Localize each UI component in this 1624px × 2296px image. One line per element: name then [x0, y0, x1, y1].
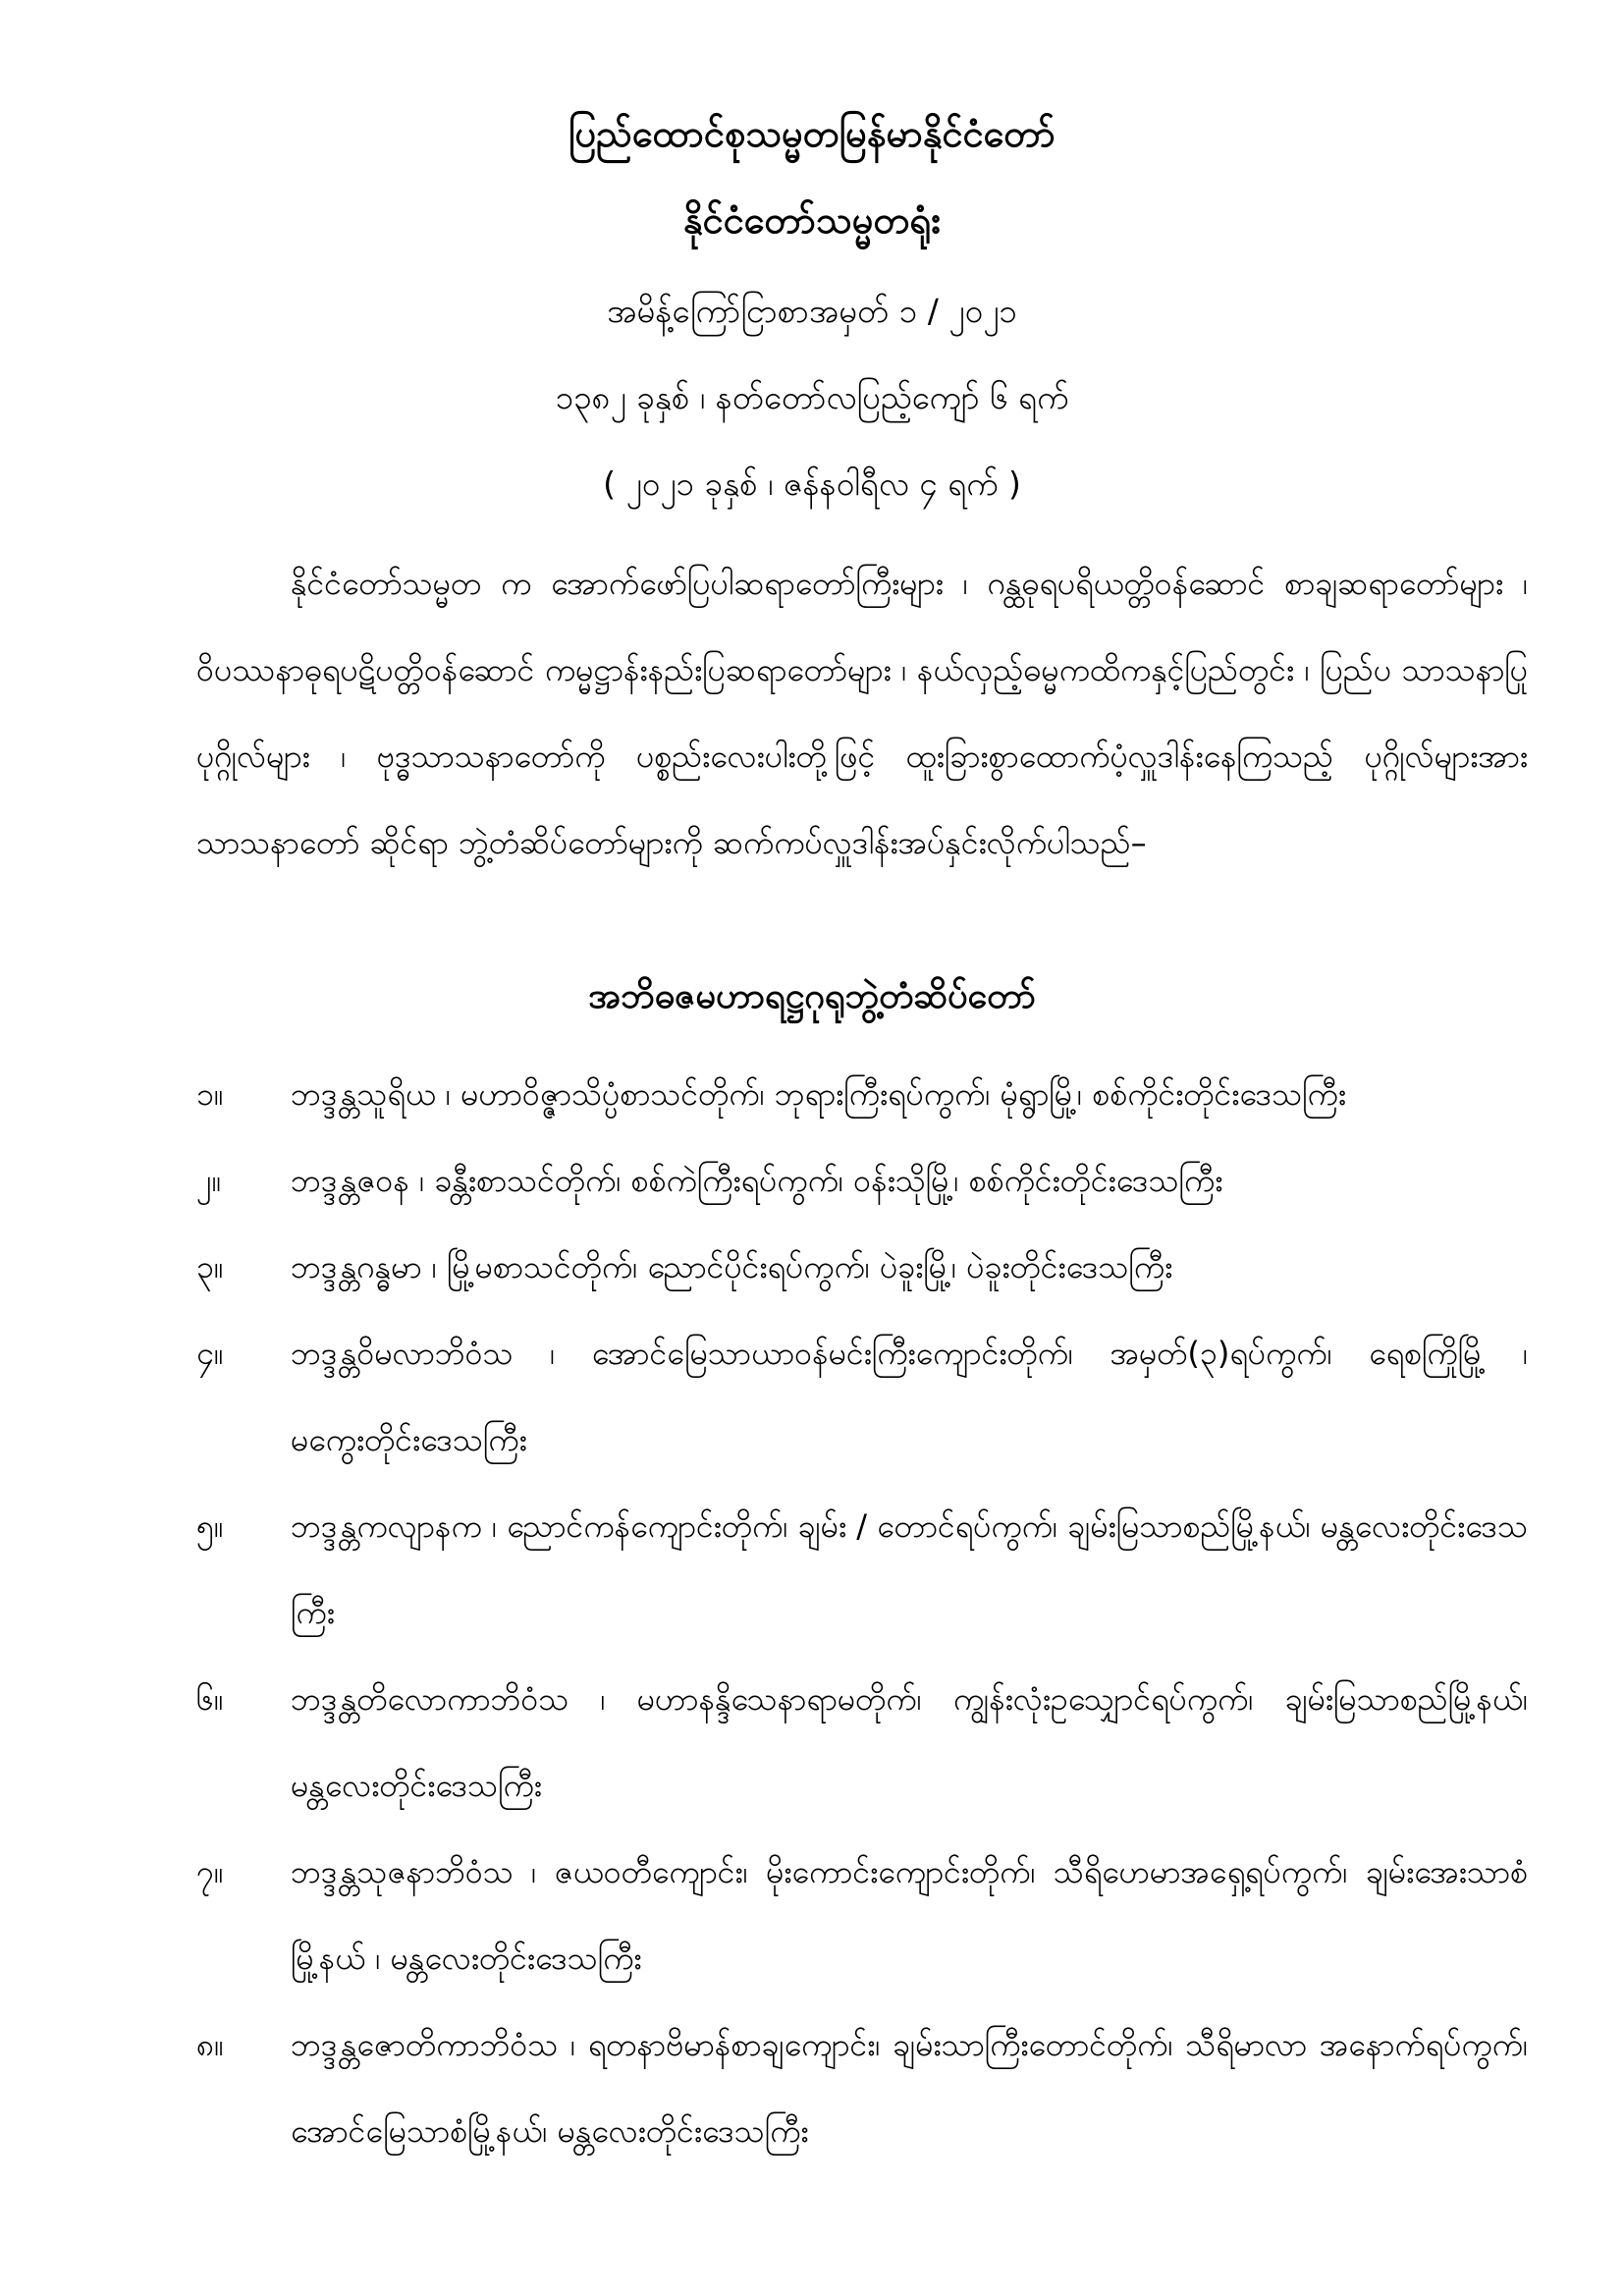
award-number: ၈။: [196, 2026, 224, 2063]
award-text: ဘဒ္ဒန္တဝိမလာဘိဝံသ ၊ အောင်မြေသာယာဝန်မင်းကြီးကျောင်းတိုက်၊ အမှတ်(၃)ရပ်ကွက်၊ ရေစကြိုမြို့ ၊ မကွေးတိုင်းဒေသကြီး: [291, 1335, 1528, 1458]
award-text: ဘဒ္ဒန္တသူရိယ ၊ မဟာဝိဇ္ဇာသိပ္ပံစာသင်တိုက်၊ ဘုရားကြီးရပ်ကွက်၊ မုံရွာမြို့၊ စစ်ကိုင်းတိုင်းဒေသကြီး: [291, 1075, 1346, 1113]
award-item: [196, 1224, 1528, 1310]
country-title: ပြည်ထောင်စုသမ္မတမြန်မာနိုင်ငံတော်: [568, 112, 1056, 155]
award-list: [196, 1051, 1528, 2174]
award-number: ၃။: [196, 1248, 224, 1285]
award-text: ဘဒ္ဒန္တဇဝန ၊ ခန္တီးစာသင်တိုက်၊ စစ်ကဲကြီးရပ်ကွက်၊ ဝန်းသိုမြို့၊ စစ်ကိုင်းတိုင်းဒေသကြီး: [291, 1162, 1223, 1199]
award-number: ၂။: [196, 1162, 222, 1199]
section-title: အဘိဓဇမဟာရဋ္ဌဂုရုဘွဲ့တံဆိပ်တော်: [588, 976, 1036, 1016]
award-text: ဘဒ္ဒန္တကလျာနက ၊ ညောင်ကန်ကျောင်းတိုက်၊ ချမ်း / တောင်ရပ်ကွက်၊ ချမ်းမြသာစည်မြို့နယ်၊ မန္တလေးတိုင်းဒေသကြီး: [291, 1507, 1528, 1631]
award-item: [196, 1483, 1528, 1656]
award-number: ၁။: [196, 1075, 224, 1113]
award-number: ၅။: [196, 1507, 224, 1545]
award-item: [196, 2001, 1528, 2174]
award-text: ဘဒ္ဒန္တဂန္ဓမာ ၊ မြို့မစာသင်တိုက်၊ ညောင်ပိုင်းရပ်ကွက်၊ ပဲခူးမြို့၊ ပဲခူးတိုင်းဒေသကြီး: [291, 1248, 1173, 1285]
award-item: [196, 1310, 1528, 1483]
award-item: [196, 1829, 1528, 2001]
office-title: နိုင်ငံတော်သမ္မတရုံး: [683, 198, 941, 242]
award-text: ဘဒ္ဒန္တသုဇနာဘိဝံသ ၊ ဇယဝတီကျောင်း၊ မိုးကောင်းကျောင်းတိုက်၊ သီရိဟေမာအရှေ့ရပ်ကွက်၊ ချမ်းအေးသာစံမြို့နယ် ၊ မန္တလေးတိုင်းဒေသကြီး: [291, 1853, 1528, 1977]
award-number: ၆။: [196, 1680, 224, 1718]
notification-number: အမိန့်ကြော်ငြာစာအမှတ် ၁ / ၂၀၂၁: [607, 292, 1017, 330]
award-item: [196, 1656, 1528, 1829]
award-item: [196, 1051, 1528, 1137]
award-text: ဘဒ္ဒန္တဇောတိကာဘိဝံသ ၊ ရတနာဗိမာန်စာချကျောင်း၊ ချမ်းသာကြီးတောင်တိုက်၊ သီရိမာလာ အနောက်ရပ်ကွက်၊ အောင်မြေသာစံမြို့နယ်၊ မန္တလေးတိုင်းဒေသကြီး: [291, 2026, 1528, 2150]
gregorian-date: ( ၂၀၂၁ ခုနှစ် ၊ ဇန်နဝါရီလ ၄ ရက် ): [603, 465, 1021, 503]
myanmar-date: ၁၃၈၂ ခုနှစ် ၊ နတ်တော်လပြည့်ကျော် ၆ ရက်: [555, 378, 1069, 416]
award-number: ၇။: [196, 1853, 224, 1890]
award-item: [196, 1137, 1528, 1224]
intro-paragraph: နိုင်ငံတော်သမ္မတ က အောက်ဖော်ပြပါဆရာတော်ကြီးများ ၊ ဂန္ထဓုရပရိယတ္တိဝန်ဆောင် စာချဆရာတော်များ ၊ ဝိပဿနာဓုရပဋိပတ္တိဝန်ဆောင် ကမ္မဋ္ဌာန်းနည်းပြဆရာတော်များ ၊ နယ်လှည့်ဓမ္မကထိကနှင့်ပြည်တွင်း ၊ ပြည်ပ သာသနာပြုပုဂ္ဂိုလ်များ ၊ ဗုဒ္ဓသာသနာတော်ကို ပစ္စည်းလေးပါးတို့ဖြင့် ထူးခြားစွာထောက်ပံ့လှူဒါန်းနေကြသည့် ပုဂ္ဂိုလ်များအား သာသနာတော် ဆိုင်ရာ ဘွဲ့တံဆိပ်တော်များကို ဆက်ကပ်လှူဒါန်းအပ်နှင်းလိုက်ပါသည်–: [196, 565, 1528, 861]
award-number: ၄။: [196, 1335, 224, 1372]
award-text: ဘဒ္ဒန္တတိလောကာဘိဝံသ ၊ မဟာနန္ဒိသေနာရာမတိုက်၊ ကျွန်းလုံးဥသျှောင်ရပ်ကွက်၊ ချမ်းမြသာစည်မြို့နယ်၊ မန္တလေးတိုင်းဒေသကြီး: [291, 1680, 1528, 1804]
